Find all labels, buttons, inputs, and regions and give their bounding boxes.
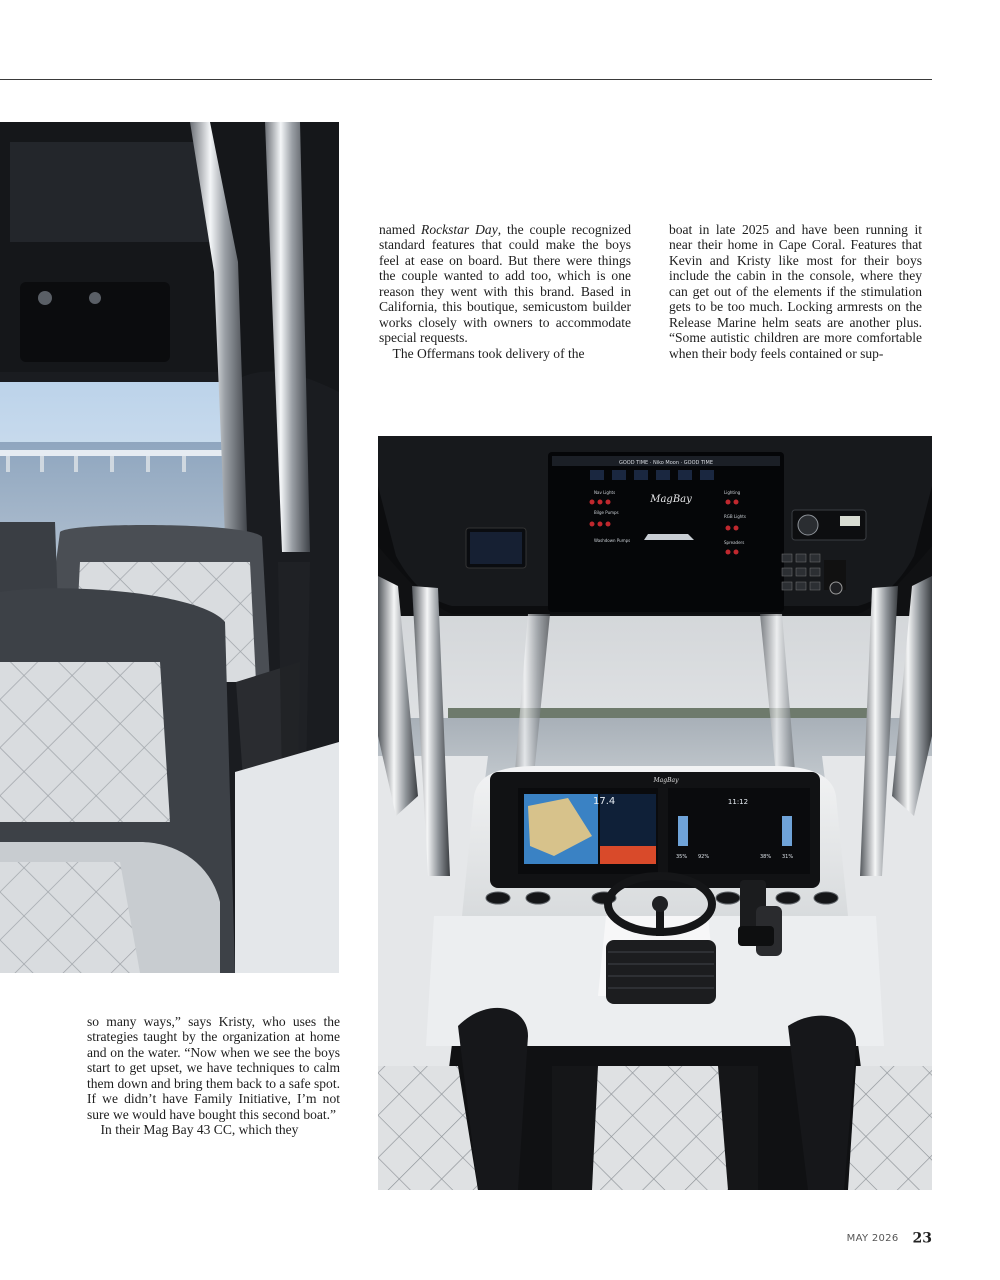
gauge-readout: 38%: [760, 854, 772, 860]
boat-name: Rockstar Day: [421, 222, 498, 237]
issue-date: MAY 2026: [846, 1233, 899, 1244]
paragraph: [379, 222, 631, 346]
text-run: named: [379, 222, 422, 237]
paragraph: The Offermans took delivery of the: [392, 345, 585, 361]
paragraph: so many ways,” says Kristy, who uses the strategies taught by the organization at home and on the water. “Now when we see the boys start to get upset, we have techniques to calm them down and bring them back to a safe spot. If we didn’t have Family Initiative, I’m not sure we would have bought this second boat.”: [87, 1014, 340, 1122]
display-label: Lighting: [724, 490, 741, 495]
overhead-display-brand: MagBay: [650, 494, 692, 505]
text-run: , the couple recognized standard features that could make the boys feel at ease on board. But there were things the couple wanted to add too, which is one reason they went with this brand. Based in California, this boutique, semicustom builder works closely with owners to accommodate special requests.: [379, 222, 631, 346]
page-number: 23: [912, 1230, 932, 1247]
console-brand: MagBay: [653, 777, 679, 784]
article-column-1: [379, 222, 631, 361]
engine-display-time: 11:12: [727, 798, 749, 806]
display-label: Washdown Pumps: [594, 538, 631, 543]
overhead-display-banner: GOOD TIME · Niko Moon · GOOD TIME: [618, 460, 714, 466]
gauge-readout: 31%: [782, 854, 794, 860]
paragraph: boat in late 2025 and have been running it near their home in Cape Coral. Features that Kevin and Kristy like most for their boys include the cabin in the console, where they can get out of the elements if the stimulation gets to be too much. Locking armrests on the Release Marine helm seats are another plus. “Some autistic children are more comfortable when their body feels contained or sup-: [669, 222, 922, 361]
article-column-3: [87, 1014, 340, 1138]
gauge-readout: 92%: [698, 854, 710, 860]
display-label: RGB Lights: [724, 514, 746, 519]
page-folio: [790, 1228, 932, 1247]
gauge-readout: 35%: [676, 854, 688, 860]
top-rule: [0, 79, 932, 80]
chart-plotter-depth: 17.4: [593, 796, 616, 807]
photo-helm-seats-side: [0, 122, 339, 973]
paragraph: In their Mag Bay 43 CC, which they: [100, 1122, 299, 1138]
photo-center-console-helm: [378, 436, 932, 1190]
display-label: Nav Lights: [594, 490, 616, 495]
display-label: Spreaders: [724, 540, 745, 545]
display-label: Bilge Pumps: [594, 510, 619, 515]
article-column-2: [669, 222, 922, 361]
